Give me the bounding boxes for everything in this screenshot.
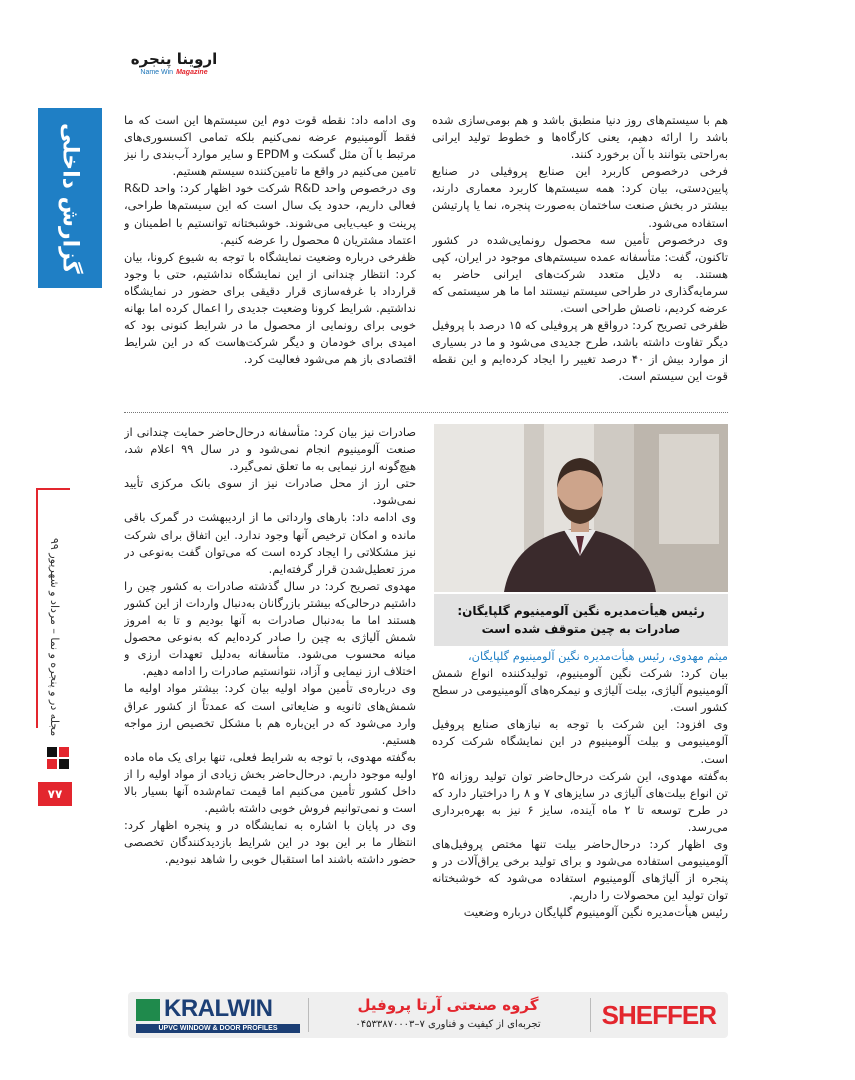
brand-icon (46, 744, 72, 770)
margin-bar (36, 488, 38, 728)
logo-title: اروینا پنجره (130, 50, 218, 68)
page-number: ۷۷ (38, 782, 72, 806)
ad-title: گروه صنعتی آرتا پروفیل (357, 996, 539, 1014)
kralwin-logo (136, 997, 296, 1033)
portrait-illustration (434, 424, 728, 592)
paragraph: ظفرخی درباره وضعیت نمایشگاه با توجه به شیوع کرونا، بیان کرد: انتظار چندانی از این نمایشگاه نداشتیم، حتی با وجود قرارداد با غرفه‌سازی قرار دقیقی برای حضور در نمایشگاه نداشتیم. شرایط کرونا وضعیت جدیدی را اعمال کرده اما بهانه خوبی برای رونمایی از محصول ما در شرایط کنونی بود که امیدی برای خودمان و دیگر شرکت‌هاست که در این شرایط اقتصادی باز هم می‌شود فعالیت کرد. (124, 249, 416, 367)
paragraph: به‌گفته مهدوی، این شرکت درحال‌حاضر توان تولید روزانه ۲۵ تن انواع بیلت‌های آلیاژی در سایزهای ۷ و ۸ را دراختیار دارد که در طرح توسعه تا ۲ ماه آینده، سایز ۶ نیز به بهره‌برداری می‌رسد. (432, 768, 728, 834)
paragraph: هم با سیستم‌های روز دنیا منطبق باشد و هم بومی‌سازی شده باشد را ارائه دهیم، یعنی کارگاه‌ها و خطوط تولید ایرانی به‌راحتی بتوانند با آن برخورد کنند. (432, 113, 728, 162)
section-tab-label: گزارش داخلی (57, 122, 83, 274)
logo-magazine: Magazine (176, 69, 208, 76)
magazine-logo (128, 50, 220, 82)
kralwin-tagline: UPVC WINDOW & DOOR PROFILES (136, 1024, 300, 1033)
article-column-top-left (124, 112, 416, 410)
logo-subtitle (128, 68, 220, 78)
margin-rule (36, 488, 70, 490)
paragraph: ظفرخی تصریح کرد: درواقع هر پروفیلی که ۱۵ درصد با پروفیل دیگر تفاوت داشته باشد، طرح جدیدی می‌شود و ما در بسیاری از موارد بیش از ۴۰ درصد تغییر را ایجاد کرده‌ایم و این نقطه قوت این سیستم است. (432, 318, 728, 384)
paragraph: وی درباره‌ی تأمین مواد اولیه بیان کرد: بیشتر مواد اولیه ما شمش‌های ثانویه و ضایعاتی است که عمدتاً از کشور عراق وارد می‌شود که در این‌باره هم با مشکل تخصیص ارز مواجه هستیم. (124, 681, 416, 747)
logo-brand: Name Win (140, 69, 174, 76)
paragraph: صادرات نیز بیان کرد: متأسفانه درحال‌حاضر حمایت چندانی از صنعت آلومینیوم انجام نمی‌شود و در سال ۹۹ اعلام شد، هیچ‌گونه ارز نیمایی به ما تعلق نمی‌گیرد. (124, 425, 416, 474)
running-header: مجله در و پنجره و نما – مرداد و شهریور ۹۹ (48, 537, 61, 736)
ad-subtitle: تجربه‌ای از کیفیت و فناوری ۷–۰۴۵۳۳۸۷۰۰۰۳ (355, 1019, 541, 1030)
kralwin-name: KRALWIN (164, 995, 273, 1022)
paragraph: فرخی درخصوص کاربرد این صنایع پروفیلی در صنایع پایین‌دستی، بیان کرد: همه سیستم‌ها کاربرد معماری دارند، بیشتر در بخش صنعت ساختمان به‌صورت پنجره، نما یا پارتیشن استفاده می‌شود. (432, 164, 728, 230)
article-column-bottom-right (432, 648, 728, 968)
section-tab (38, 108, 102, 288)
ad-separator (308, 998, 309, 1032)
paragraph: حتی ارز از محل صادرات نیز از سوی بانک مرکزی تأیید نمی‌شود. (124, 476, 416, 508)
paragraph: وی در پایان با اشاره به نمایشگاه در و پنجره اظهار کرد: انتظار ما بر این بود در این شرایط بازدیدکنندگان تخصصی حضور داشته باشند اما استقبال خوبی را شاهد نبودیم. (124, 818, 416, 867)
lead-highlight: میثم مهدوی، رئیس هیأت‌مدیره نگین آلومینیوم گلپایگان، (468, 649, 728, 663)
paragraph: مهدوی تصریح کرد: در سال گذشته صادرات به کشور چین را داشتیم درحالی‌که بیشتر بازرگانان به‌دنبال واردات از این کشور هستند اما ما به‌دنبال صادرات به آنها بودیم و تا به امروز شمش آلیاژی به چین را صادر کرده‌ایم که به‌نوعی محصول میانه محسوب می‌شود. متأسفانه به‌دلیل تعهدات ارزی و اختلاف ارز نیمایی و آزاد، نتوانستیم صادرات را ادامه دهیم. (124, 578, 416, 679)
article-column-bottom-left (124, 424, 416, 940)
section-divider (124, 412, 728, 413)
portrait-photo (434, 424, 728, 592)
article-column-top-right (432, 112, 728, 410)
paragraph: وی ادامه داد: بارهای وارداتی ما از اردیبهشت در گمرک باقی مانده و امکان ترخیص آنها وجود ندارد. این اتفاق برای شرکت نیز مشکلاتی را ایجاد کرده است که می‌توان گفت به‌نوعی در مرز تعطیل‌شدن قرار گرفته‌ایم. (124, 510, 416, 576)
paragraph: وی اظهار کرد: درحال‌حاضر بیلت تنها مختص پروفیل‌های آلومینیومی استفاده می‌شود و برای تولید برخی یراق‌آلات در و پنجره از آلیاژهای آلومینیوم استفاده می‌شود که خوشبختانه توان تولید این محصولات را داریم. (432, 837, 728, 903)
lead-paragraph (432, 648, 728, 665)
window-icon (136, 999, 160, 1021)
paragraph: وی افزود: این شرکت با توجه به نیازهای صنایع پروفیل آلومینیومی و بیلت آلومینیوم در این نمایشگاه شرکت کرده است. (432, 717, 728, 766)
paragraph: وی درخصوص تأمین سه محصول رونمایی‌شده در کشور تاکنون، گفت: متأسفانه عمده سیستم‌های موجود در ایران، کپی هستند. به دلایل متعدد شرکت‌های ایرانی حاضر به سرمایه‌گذاری در طراحی سیستم نیستند اما ما هر سیستمی که عرضه کردیم، ناصش طراحی است. (432, 232, 728, 316)
paragraph: وی درخصوص واحد R&D شرکت خود اظهار کرد: واحد R&D فعالی داریم، حدود یک سال است که این سیستم‌ها طراحی، پرینت و عیب‌یابی می‌شوند. خوشبختانه توانستیم با اطمینان و اعتماد مشتریان ۵ محصول را عرضه کنیم. (124, 181, 416, 247)
photo-caption (434, 594, 728, 646)
caption-line-2: صادرات به چین متوقف شده است (481, 622, 681, 636)
paragraph: وی ادامه داد: نقطه قوت دوم این سیستم‌ها این است که ما فقط آلومینیوم عرضه نمی‌کنیم بلکه تمامی اکسسوری‌های مرتبط با آن مثل گسکت و EPDM و سایر موارد آب‌بندی را نیز تامین می‌کنیم در واقع ما تامین‌کننده سیستم هستیم. (124, 113, 416, 179)
advertisement-banner[interactable] (128, 992, 728, 1038)
paragraph: رئیس هیأت‌مدیره نگین آلومینیوم گلپایگان درباره وضعیت (463, 905, 728, 920)
paragraph: بیان کرد: شرکت نگین آلومینیوم، تولیدکننده انواع شمش آلومینیوم آلیاژی، بیلت آلیاژی و نیمکره‌های آلومینیومی در سطح کشور است. (432, 666, 728, 715)
arta-profile-ad (318, 994, 578, 1034)
caption-line-1: رئیس هیأت‌مدیره نگین آلومینیوم گلپایگان: (457, 604, 705, 618)
ad-separator (590, 998, 591, 1032)
paragraph: به‌گفته مهدوی، با توجه به شرایط فعلی، تنها برای یک ماه ماده اولیه موجود داریم. درحال‌حاضر بخش زیادی از مواد اولیه را از داخل کشور تأمین می‌کنیم اما قیمت تمام‌شده آنها بسیار بالا است و نمی‌توانیم فروش خوبی داشته باشیم. (124, 749, 416, 816)
sheffer-logo: SHEFFER (601, 1000, 716, 1030)
